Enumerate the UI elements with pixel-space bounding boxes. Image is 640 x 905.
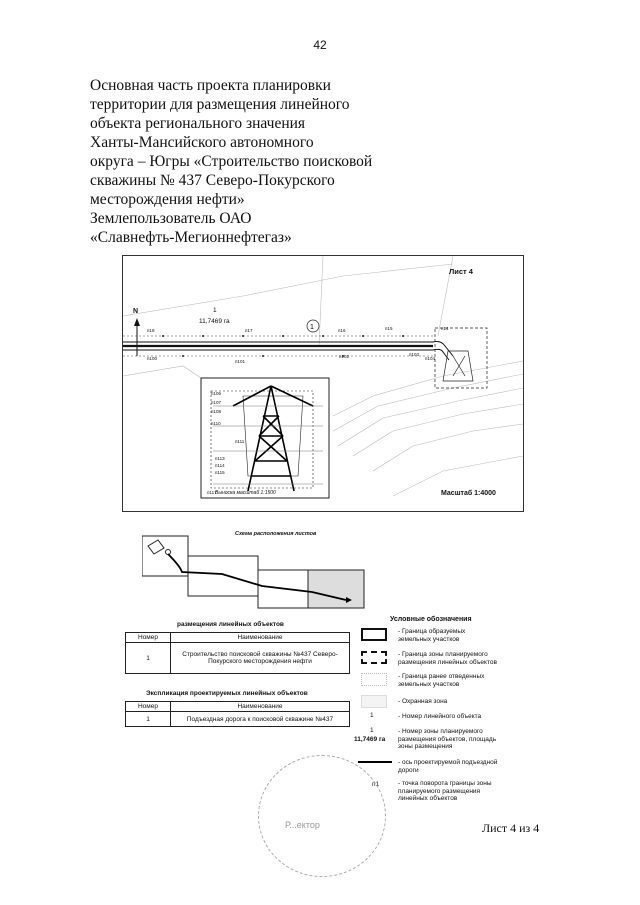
planning-map bbox=[122, 255, 524, 512]
title-line: Основная часть проекта планировки bbox=[90, 77, 331, 94]
north-label: N bbox=[133, 308, 139, 315]
point-label: п110 bbox=[211, 421, 221, 426]
point-label: п17 bbox=[245, 328, 253, 333]
legend-sample-object-number: 1 bbox=[370, 712, 374, 719]
point-label: п101 bbox=[235, 359, 245, 364]
point-label: п102 bbox=[339, 354, 349, 359]
document-title bbox=[90, 76, 390, 247]
table-row bbox=[126, 643, 350, 674]
legend-sample-point: п1 bbox=[372, 781, 380, 788]
point-label: п16 bbox=[338, 328, 346, 333]
inset-caption: Выноска масштаб 1:1500 bbox=[215, 490, 276, 496]
legend-item: - Номер зоны планируемого размещения объектов, площадь зоны размещения bbox=[398, 728, 497, 750]
title-line: скважины № 437 Северо-Покурского bbox=[90, 172, 335, 189]
objects-table bbox=[125, 632, 350, 674]
point-label: п18 bbox=[147, 328, 155, 333]
point-label: п114 bbox=[215, 463, 225, 468]
stamp-text: Р...ектор bbox=[285, 820, 320, 830]
legend-sample-zone-area: 11,7469 га bbox=[354, 736, 386, 743]
table-header: Наименование bbox=[171, 702, 350, 712]
explication-table bbox=[125, 701, 350, 727]
legend-item: - ось проектируемой подъездной дороги bbox=[398, 759, 498, 774]
legend-item: - Граница образуемых земельных участков bbox=[398, 628, 466, 643]
area-label: 11,7469 га bbox=[199, 318, 230, 325]
point-label: п103 bbox=[409, 352, 419, 357]
table-header: Номер bbox=[126, 702, 171, 712]
scheme-caption: Схема расположения листов bbox=[235, 531, 317, 537]
table-row bbox=[126, 712, 350, 727]
title-line: Землепользователь ОАО bbox=[90, 210, 252, 227]
table-cell: 1 bbox=[126, 643, 171, 674]
point-label: п115 bbox=[215, 470, 225, 475]
table2-caption: Экспликация проектируемых линейных объектов bbox=[146, 690, 308, 697]
page-number: 42 bbox=[313, 38, 327, 52]
legend-title: Условные обозначения bbox=[390, 616, 472, 623]
sheet-layout-scheme bbox=[142, 532, 372, 612]
scale-label: Масштаб 1:4000 bbox=[441, 490, 496, 497]
title-line: «Славнефть-Мегионнефтегаз» bbox=[90, 229, 292, 246]
legend-item: - точка поворота границы зоны планируемого размещения линейных объектов bbox=[398, 780, 492, 802]
title-line: Ханты-Мансийского автономного bbox=[90, 134, 314, 151]
point-label: п113 bbox=[215, 456, 225, 461]
legend-swatch-road-axis bbox=[358, 759, 392, 765]
table-header: Номер bbox=[126, 633, 171, 643]
title-line: объекта регионального значения bbox=[90, 115, 306, 132]
map-drawing bbox=[123, 256, 523, 511]
legend-swatch-prev-parcels bbox=[361, 673, 387, 686]
point-label: п108 bbox=[211, 409, 221, 414]
point-label: п104 bbox=[425, 356, 435, 361]
table1-caption: размещения линейных объектов bbox=[177, 621, 284, 628]
legend-item: - Граница зоны планируемого размещения линейных объектов bbox=[398, 651, 497, 666]
point-label: п14 bbox=[441, 326, 449, 331]
table-cell: Подъездная дорога к поисковой скважине №437 bbox=[171, 712, 350, 727]
object-number-label: 1 bbox=[213, 307, 217, 314]
table-header: Наименование bbox=[171, 633, 350, 643]
svg-text:1: 1 bbox=[310, 324, 314, 331]
point-label: п106 bbox=[211, 391, 221, 396]
point-label: п111 bbox=[235, 439, 245, 444]
point-label: п117 bbox=[207, 490, 217, 495]
stamp bbox=[258, 755, 386, 877]
point-label: п100 bbox=[147, 356, 157, 361]
legend-item: - Номер линейного объекта bbox=[398, 713, 482, 720]
sheet-label: Лист 4 bbox=[449, 267, 473, 276]
table-cell: 1 bbox=[126, 712, 171, 727]
legend-item: - Охранная зона bbox=[398, 698, 448, 705]
title-line: округа – Югры «Строительство поисковой bbox=[90, 153, 373, 170]
legend-sample-zone-number: 1 bbox=[370, 727, 374, 734]
title-line: месторождения нефти» bbox=[90, 191, 245, 208]
point-label: п107 bbox=[211, 400, 221, 405]
table-cell: Строительство поисковой скважины №437 Северо-Покурского месторождения нефти bbox=[171, 643, 350, 674]
legend-item: - Граница ранее отведенных земельных участков bbox=[398, 673, 485, 688]
page-footer: Лист 4 из 4 bbox=[482, 821, 540, 835]
legend-swatch-zone bbox=[361, 651, 387, 664]
legend-swatch-protection-zone bbox=[361, 695, 387, 708]
point-label: п15 bbox=[385, 326, 393, 331]
title-line: территории для размещения линейного bbox=[90, 96, 350, 113]
legend-swatch-parcels bbox=[361, 628, 387, 641]
